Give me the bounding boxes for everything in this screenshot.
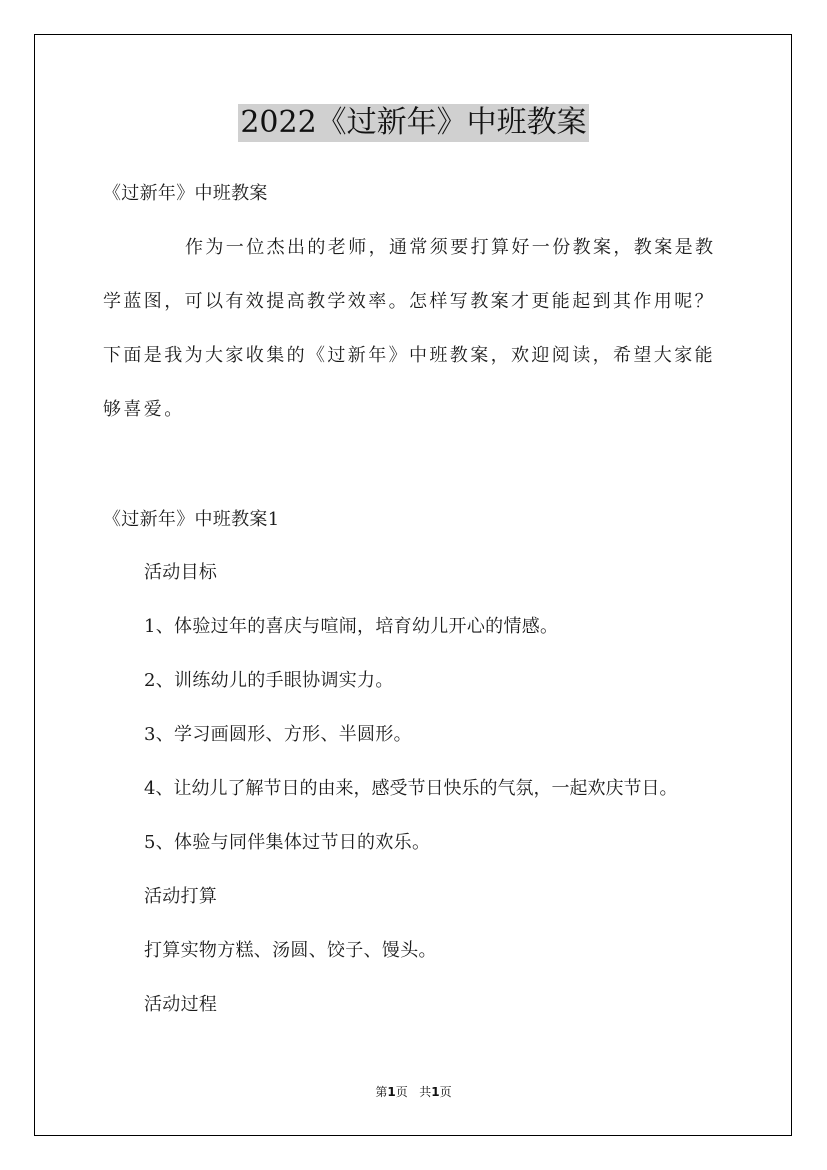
goal-item: 4、让幼儿了解节日的由来，感受节日快乐的气氛，一起欢庆节日。	[144, 778, 678, 799]
intro-line-3: 下面是我为大家收集的《过新年》中班教案，欢迎阅读，希望大家能	[103, 345, 715, 366]
footer-suffix: 页	[439, 1085, 452, 1099]
goal-item: 3、学习画圆形、方形、半圆形。	[144, 724, 412, 745]
intro-line-1: 作为一位杰出的老师，通常须要打算好一份教案，教案是教	[185, 237, 716, 258]
intro-line-4: 够喜爱。	[103, 399, 185, 420]
goal-item: 1、体验过年的喜庆与喧闹，培育幼儿开心的情感。	[144, 616, 559, 637]
process-heading: 活动过程	[144, 994, 218, 1015]
goal-item: 2、训练幼儿的手眼协调实力。	[144, 670, 394, 691]
footer-page-number: 1	[387, 1085, 396, 1099]
section-heading: 《过新年》中班教案1	[103, 509, 280, 530]
footer-prefix: 第	[375, 1085, 388, 1099]
page-footer	[0, 1084, 827, 1100]
document-title: 2022《过新年》中班教案	[240, 105, 587, 140]
prep-text: 打算实物方糕、汤圆、饺子、馒头。	[144, 940, 437, 961]
intro-line-2: 学蓝图，可以有效提高教学效率。怎样写教案才更能起到其作用呢？	[103, 291, 715, 312]
footer-middle: 页 共	[395, 1085, 432, 1099]
subtitle: 《过新年》中班教案	[103, 183, 268, 204]
goal-item: 5、体验与同伴集体过节日的欢乐。	[144, 832, 431, 853]
title-container	[0, 104, 827, 142]
footer-total-pages: 1	[431, 1085, 440, 1099]
prep-heading: 活动打算	[144, 886, 218, 907]
goals-heading: 活动目标	[144, 562, 218, 583]
